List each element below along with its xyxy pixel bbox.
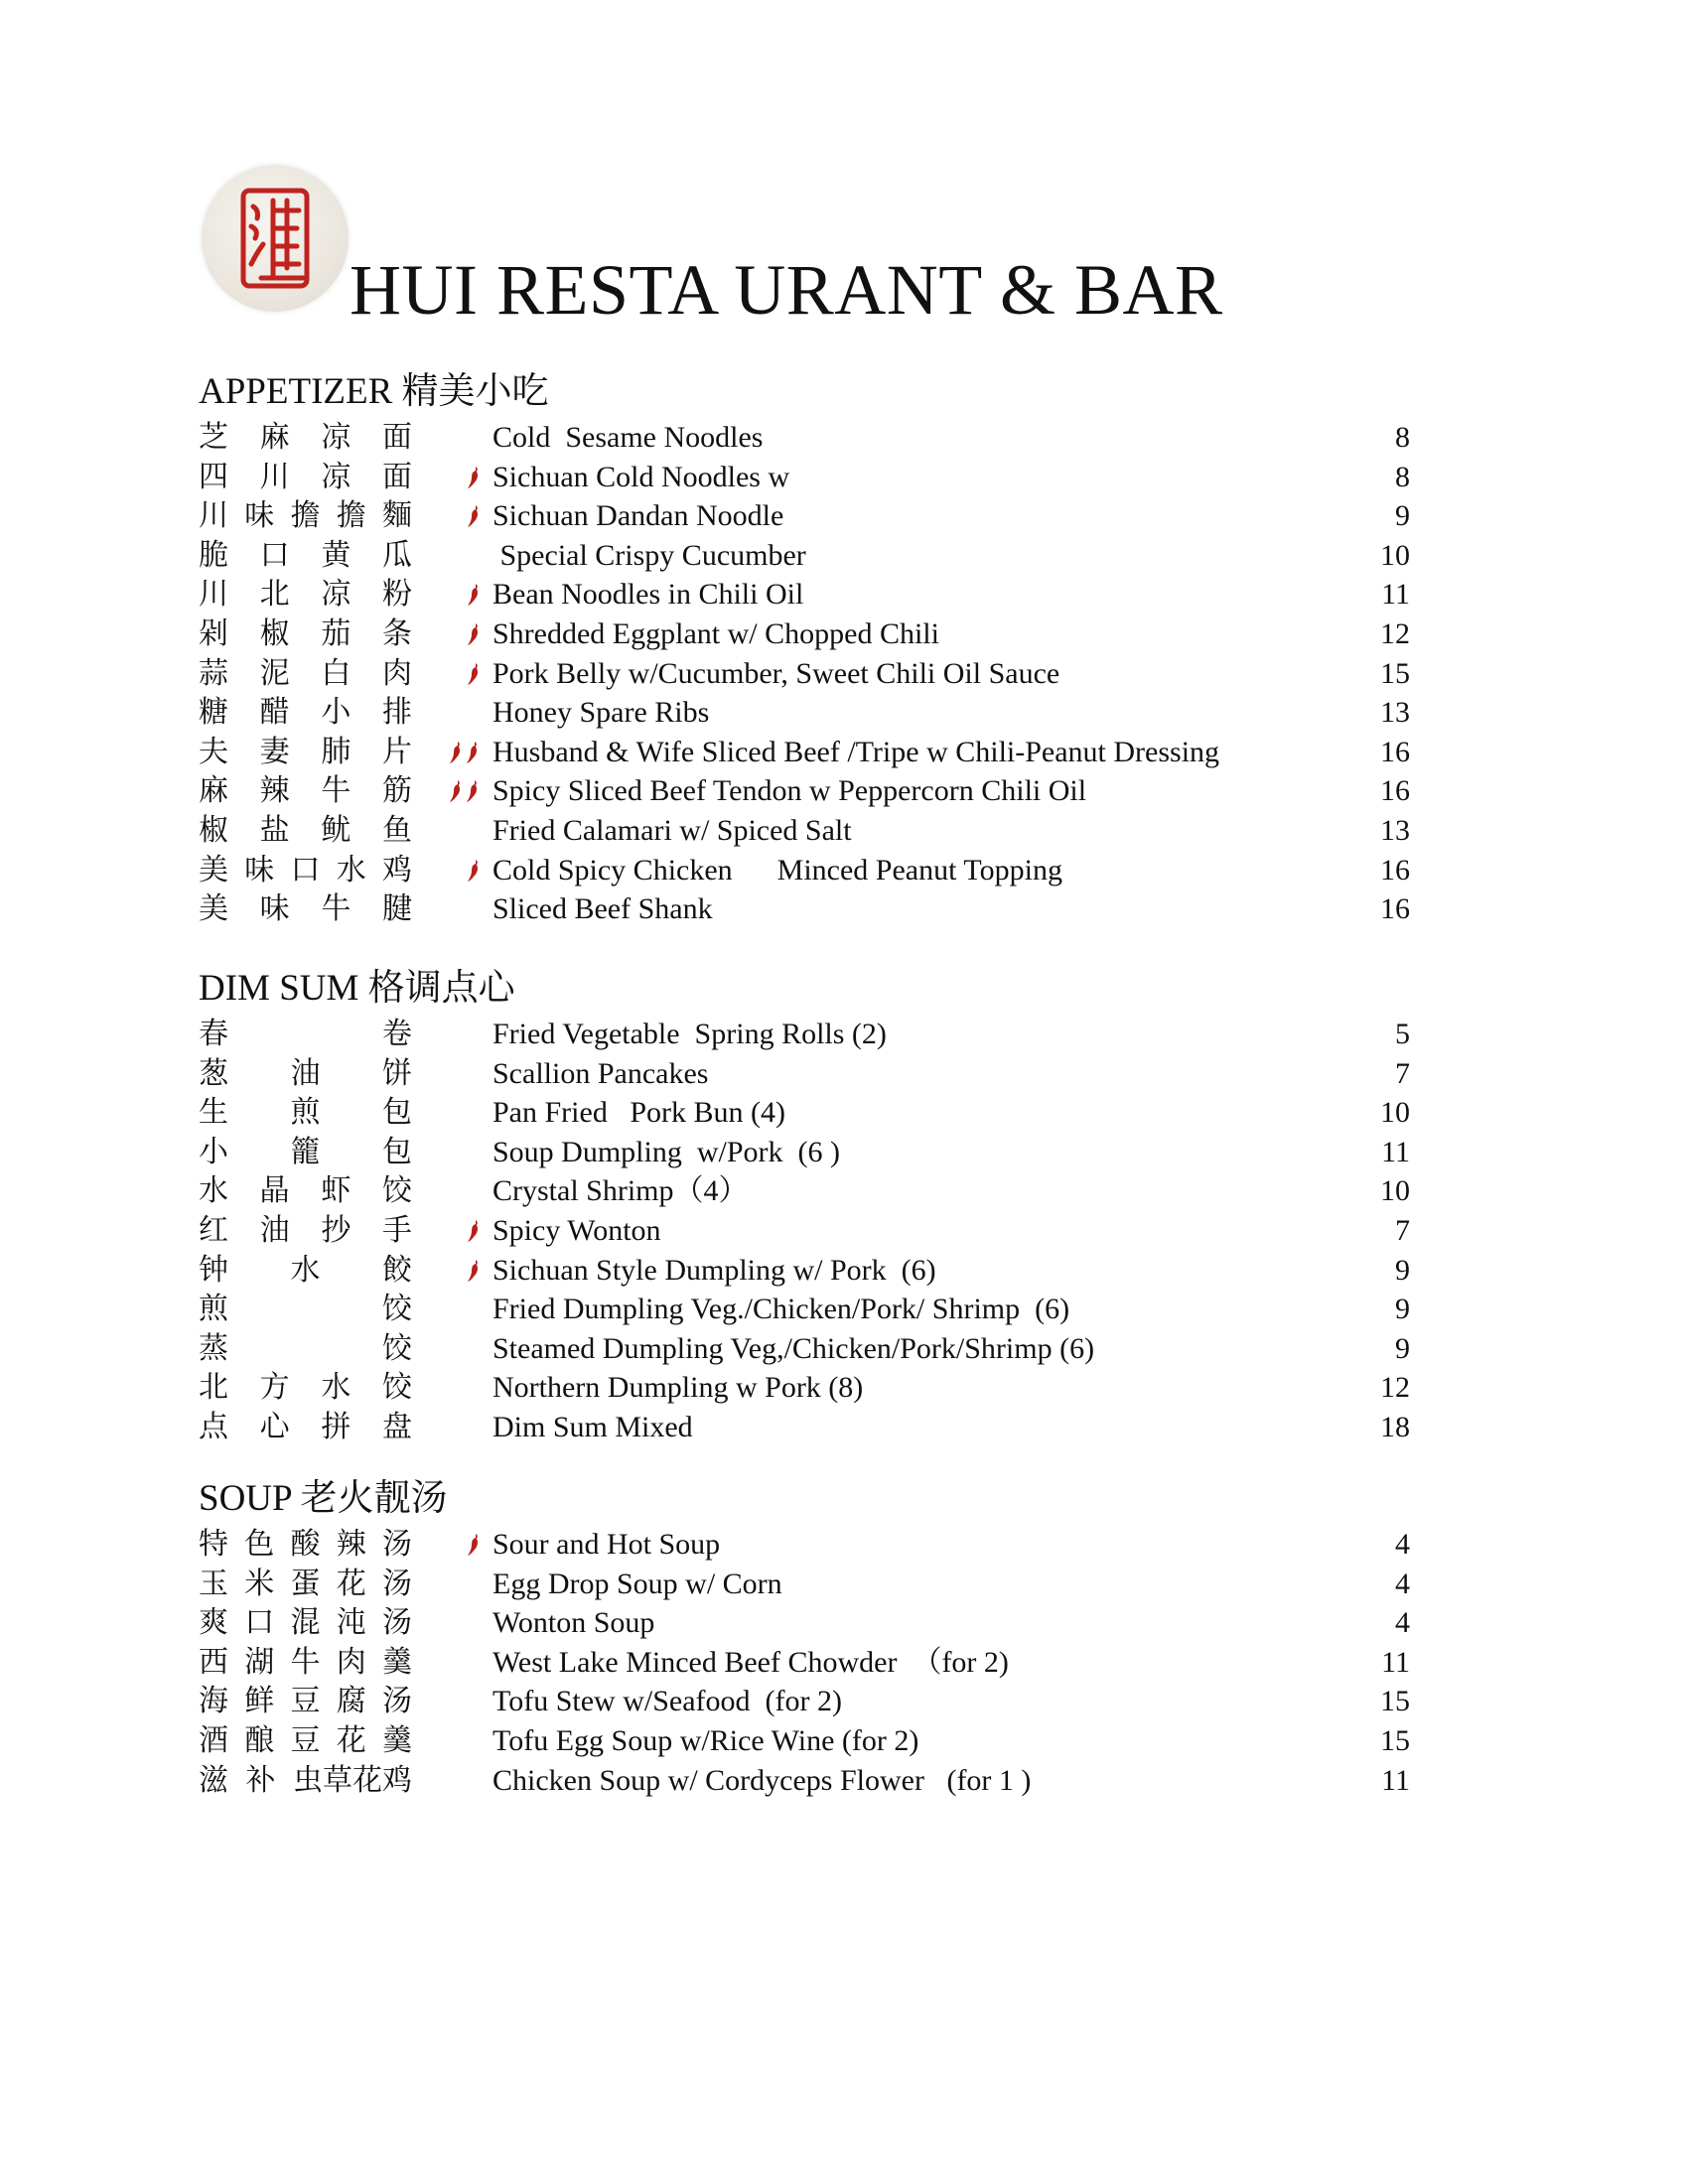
menu-list (199, 1015, 1410, 1447)
chinese-character: 粉 (381, 578, 412, 612)
chinese-character: 海 (199, 1685, 228, 1718)
chili-pepper-icon (467, 662, 480, 686)
chinese-character: 油 (290, 1056, 321, 1090)
menu-item (199, 1643, 1410, 1683)
chinese-character: 味 (244, 853, 275, 887)
menu-item (199, 851, 1410, 890)
chinese-character: 肉 (381, 656, 412, 690)
spicy-indicator (467, 1533, 480, 1557)
chili-pepper-icon (467, 622, 480, 646)
chinese-character: 擔 (290, 499, 321, 533)
chinese-character: 味 (244, 499, 275, 533)
chinese-character: 虫草花鸡 (293, 1763, 412, 1797)
item-price: 18 (1380, 1410, 1410, 1443)
menu-item (199, 1565, 1410, 1604)
item-price: 8 (1395, 460, 1410, 493)
item-chinese-name (199, 614, 412, 654)
menu-item (199, 1211, 1410, 1251)
item-english-name: Egg Drop Soup w/ Corn (492, 1567, 782, 1600)
chinese-character: 水 (199, 1174, 228, 1208)
chinese-character: 擔 (336, 499, 366, 533)
item-english-name: Tofu Egg Soup w/Rice Wine (for 2) (492, 1723, 919, 1757)
chili-pepper-icon (449, 779, 462, 803)
item-price: 9 (1395, 1253, 1410, 1287)
chinese-character: 盐 (259, 813, 290, 847)
menu-item (199, 1251, 1410, 1291)
chinese-character: 抄 (321, 1213, 352, 1247)
item-chinese-name (199, 1368, 412, 1408)
item-english-name: Fried Calamari w/ Spiced Salt (492, 813, 852, 847)
chinese-character: 醋 (259, 696, 290, 730)
item-english-name: Fried Vegetable Spring Rolls (2) (492, 1018, 887, 1050)
chinese-character: 牛 (321, 892, 352, 926)
chinese-character: 花 (336, 1567, 366, 1600)
chinese-character: 凉 (321, 460, 352, 493)
item-chinese-name (199, 1290, 412, 1329)
menu-item (199, 693, 1410, 733)
item-chinese-name (199, 536, 412, 576)
item-english-name: Cold Sesame Noodles (492, 421, 764, 454)
section-soup (199, 1475, 1410, 1800)
chinese-character: 水 (290, 1253, 321, 1287)
item-chinese-name (199, 733, 412, 772)
chinese-character: 瓜 (381, 538, 412, 572)
chinese-character: 爽 (199, 1606, 228, 1640)
chili-pepper-icon (467, 583, 480, 607)
menu-item (199, 1525, 1410, 1565)
menu-item (199, 733, 1410, 772)
item-price: 16 (1380, 892, 1410, 926)
chinese-character: 手 (381, 1213, 412, 1247)
chinese-character: 口 (259, 538, 290, 572)
chinese-character: 汤 (382, 1606, 412, 1640)
menu-item (199, 1290, 1410, 1329)
chinese-character: 肺 (321, 735, 352, 768)
menu-item (199, 1054, 1410, 1094)
chinese-character: 米 (244, 1567, 275, 1600)
spicy-indicator (467, 1259, 480, 1283)
chinese-character: 拼 (321, 1410, 352, 1443)
chinese-character: 葱 (199, 1056, 228, 1090)
chinese-character: 羹 (382, 1645, 412, 1679)
menu-item (199, 654, 1410, 694)
chinese-character: 筋 (381, 774, 412, 808)
chinese-character: 包 (382, 1096, 412, 1130)
section-appetizer (199, 368, 1410, 929)
chili-pepper-icon (467, 859, 480, 883)
chinese-character: 钟 (199, 1253, 228, 1287)
chinese-character: 玉 (199, 1567, 228, 1600)
menu-item (199, 614, 1410, 654)
chinese-character: 茄 (321, 616, 352, 650)
menu-item (199, 575, 1410, 614)
item-price: 11 (1381, 1135, 1410, 1168)
red-seal-icon (239, 187, 311, 290)
item-chinese-name (199, 1329, 412, 1369)
item-price: 13 (1380, 813, 1410, 847)
item-english-name: Wonton Soup (492, 1606, 655, 1640)
chinese-character: 籠 (290, 1135, 321, 1168)
item-chinese-name (199, 889, 412, 929)
chinese-character: 泥 (259, 656, 290, 690)
chinese-character: 椒 (199, 813, 228, 847)
chinese-character: 补 (245, 1763, 276, 1797)
chinese-character: 生 (199, 1096, 228, 1130)
menu-item (199, 496, 1410, 536)
chinese-character: 包 (382, 1135, 412, 1168)
chinese-character: 花 (336, 1723, 366, 1757)
chinese-character: 汤 (382, 1685, 412, 1718)
menu-item (199, 458, 1410, 497)
chinese-character: 汤 (382, 1567, 412, 1600)
item-price: 16 (1380, 735, 1410, 768)
item-price: 10 (1380, 1096, 1410, 1130)
item-price: 7 (1395, 1213, 1410, 1247)
item-english-name: Sliced Beef Shank (492, 892, 713, 926)
spicy-indicator (467, 1219, 480, 1243)
chinese-character: 口 (244, 1606, 275, 1640)
item-english-name: Fried Dumpling Veg./Chicken/Pork/ Shrimp (6) (492, 1293, 1070, 1326)
chinese-character: 特 (199, 1528, 228, 1561)
menu-item (199, 1761, 1410, 1801)
spicy-indicator (467, 662, 480, 686)
chinese-character: 腐 (336, 1685, 366, 1718)
section-heading: SOUP 老火靓汤 (199, 1478, 448, 1519)
menu-list (199, 418, 1410, 929)
chinese-character: 油 (259, 1213, 290, 1247)
item-chinese-name (199, 1251, 412, 1291)
chinese-character: 蒸 (199, 1331, 228, 1365)
item-chinese-name (199, 1093, 412, 1133)
spicy-indicator (467, 859, 480, 883)
item-chinese-name (199, 811, 412, 851)
chinese-character: 小 (321, 696, 352, 730)
item-english-name: Sour and Hot Soup (492, 1528, 721, 1561)
chinese-character: 脆 (199, 538, 228, 572)
chinese-character: 口 (290, 853, 321, 887)
chinese-character: 芝 (199, 421, 228, 454)
chinese-character: 凉 (321, 421, 352, 454)
chili-pepper-icon (467, 1533, 480, 1557)
item-english-name: Scallion Pancakes (492, 1056, 709, 1090)
chinese-character: 牛 (290, 1645, 321, 1679)
chinese-character: 面 (381, 460, 412, 493)
restaurant-logo (202, 165, 349, 312)
item-chinese-name (199, 575, 412, 614)
chinese-character: 四 (199, 460, 228, 493)
menu-item (199, 1329, 1410, 1369)
menu-item (199, 418, 1410, 458)
item-chinese-name (199, 496, 412, 536)
menu-item (199, 811, 1410, 851)
chinese-character: 蛋 (290, 1567, 321, 1600)
item-price: 8 (1395, 421, 1410, 454)
item-english-name: Northern Dumpling w Pork (8) (492, 1371, 864, 1405)
chinese-character: 酿 (244, 1723, 275, 1757)
item-english-name: Chicken Soup w/ Cordyceps Flower (for 1 ) (492, 1763, 1032, 1797)
chinese-character: 牛 (321, 774, 352, 808)
item-price: 10 (1380, 538, 1410, 572)
item-chinese-name (199, 1133, 412, 1172)
chinese-character: 川 (259, 460, 290, 493)
item-price: 12 (1380, 1371, 1410, 1405)
spicy-indicator (467, 504, 480, 528)
item-chinese-name (199, 1525, 412, 1565)
item-english-name: Shredded Eggplant w/ Chopped Chili (492, 616, 939, 650)
item-price: 5 (1395, 1018, 1410, 1050)
menu-item (199, 1015, 1410, 1054)
item-price: 13 (1380, 696, 1410, 730)
chinese-character: 鱼 (381, 813, 412, 847)
chinese-character: 西 (199, 1645, 228, 1679)
menu-item (199, 1408, 1410, 1447)
chinese-character: 卷 (382, 1018, 412, 1050)
chinese-character: 川 (199, 499, 228, 533)
section-heading: DIM SUM 格调点心 (199, 968, 515, 1009)
item-chinese-name (199, 654, 412, 694)
chili-pepper-icon (466, 779, 479, 803)
item-chinese-name (199, 1643, 412, 1683)
item-english-name: Sichuan Cold Noodles w (492, 460, 790, 493)
chinese-character: 辣 (259, 774, 290, 808)
item-chinese-name (199, 1565, 412, 1604)
spicy-indicator (467, 622, 480, 646)
section-heading: APPETIZER 精美小吃 (199, 371, 549, 412)
item-english-name: Crystal Shrimp（4） (492, 1174, 749, 1208)
item-price: 4 (1395, 1606, 1410, 1640)
section-dim-sum (199, 965, 1410, 1447)
item-chinese-name (199, 1603, 412, 1643)
item-price: 9 (1395, 499, 1410, 533)
menu-item (199, 1603, 1410, 1643)
chinese-character: 煎 (199, 1293, 228, 1326)
chinese-character: 凉 (321, 578, 352, 612)
chinese-character: 白 (321, 656, 352, 690)
chili-pepper-icon (467, 1219, 480, 1243)
item-price: 9 (1395, 1331, 1410, 1365)
chinese-character: 饼 (382, 1056, 412, 1090)
menu-item (199, 1133, 1410, 1172)
item-price: 4 (1395, 1528, 1410, 1561)
chinese-character: 麵 (382, 499, 412, 533)
chinese-character: 水 (321, 1371, 352, 1405)
chinese-character: 点 (199, 1410, 228, 1443)
menu-item (199, 1171, 1410, 1211)
chinese-character: 饺 (381, 1174, 412, 1208)
item-english-name: Spicy Wonton (492, 1213, 661, 1247)
item-price: 16 (1380, 774, 1410, 808)
item-english-name: Sichuan Dandan Noodle (492, 499, 784, 533)
chinese-character: 羹 (382, 1723, 412, 1757)
item-english-name: Soup Dumpling w/Pork (6 ) (492, 1135, 841, 1168)
chinese-character: 条 (381, 616, 412, 650)
menu-item (199, 889, 1410, 929)
menu-item (199, 1368, 1410, 1408)
chinese-character: 鸡 (382, 853, 412, 887)
chinese-character: 麻 (199, 774, 228, 808)
item-price: 9 (1395, 1293, 1410, 1326)
chinese-character: 滋 (199, 1763, 228, 1797)
chinese-character: 水 (336, 853, 366, 887)
item-chinese-name (199, 418, 412, 458)
chinese-character: 味 (259, 892, 290, 926)
chinese-character: 麻 (259, 421, 290, 454)
item-price: 11 (1381, 1645, 1410, 1679)
chili-pepper-icon (467, 466, 480, 489)
chinese-character: 盘 (381, 1410, 412, 1443)
chinese-character: 鱿 (321, 813, 352, 847)
item-chinese-name (199, 1761, 412, 1801)
item-english-name: Tofu Stew w/Seafood (for 2) (492, 1685, 842, 1718)
chinese-character: 美 (199, 892, 228, 926)
chinese-character: 酸 (290, 1528, 321, 1561)
item-english-name: Husband & Wife Sliced Beef /Tripe w Chili-Peanut Dressing (492, 735, 1220, 768)
spicy-indicator (449, 741, 479, 764)
item-price: 16 (1380, 853, 1410, 887)
item-english-name: West Lake Minced Beef Chowder （for 2) (492, 1645, 1009, 1679)
chinese-character: 蒜 (199, 656, 228, 690)
chinese-character: 夫 (199, 735, 228, 768)
chili-pepper-icon (466, 741, 479, 764)
chinese-character: 美 (199, 853, 228, 887)
chinese-character: 剁 (199, 616, 228, 650)
item-english-name: Steamed Dumpling Veg,/Chicken/Pork/Shrimp (6) (492, 1331, 1095, 1365)
menu-item (199, 1093, 1410, 1133)
chinese-character: 肉 (336, 1645, 366, 1679)
item-english-name: Pan Fried Pork Bun (4) (492, 1096, 785, 1130)
chinese-character: 豆 (290, 1723, 321, 1757)
menu-list (199, 1525, 1410, 1800)
item-chinese-name (199, 851, 412, 890)
menu-item (199, 1682, 1410, 1721)
item-chinese-name (199, 1054, 412, 1094)
item-price: 7 (1395, 1056, 1410, 1090)
chili-pepper-icon (467, 1259, 480, 1283)
chinese-character: 川 (199, 578, 228, 612)
chinese-character: 煎 (290, 1096, 321, 1130)
spicy-indicator (449, 779, 479, 803)
restaurant-title: HUI RESTA URANT & BAR (350, 250, 1223, 330)
chinese-character: 餃 (382, 1253, 412, 1287)
item-english-name: Dim Sum Mixed (492, 1410, 693, 1443)
chinese-character: 饺 (381, 1371, 412, 1405)
item-chinese-name (199, 1015, 412, 1054)
chinese-character: 饺 (382, 1293, 412, 1326)
item-chinese-name (199, 1211, 412, 1251)
item-chinese-name (199, 1721, 412, 1761)
chili-pepper-icon (467, 504, 480, 528)
chinese-character: 红 (199, 1213, 228, 1247)
chili-pepper-icon (449, 741, 462, 764)
chinese-character: 湖 (244, 1645, 275, 1679)
chinese-character: 小 (199, 1135, 228, 1168)
chinese-character: 饺 (382, 1331, 412, 1365)
chinese-character: 腱 (381, 892, 412, 926)
chinese-character: 色 (244, 1528, 275, 1561)
chinese-character: 豆 (290, 1685, 321, 1718)
item-chinese-name (199, 458, 412, 497)
item-english-name: Honey Spare Ribs (492, 696, 710, 730)
item-price: 10 (1380, 1174, 1410, 1208)
item-price: 12 (1380, 616, 1410, 650)
chinese-character: 心 (259, 1410, 290, 1443)
item-chinese-name (199, 1171, 412, 1211)
chinese-character: 汤 (382, 1528, 412, 1561)
item-price: 4 (1395, 1567, 1410, 1600)
chinese-character: 黄 (321, 538, 352, 572)
chinese-character: 酒 (199, 1723, 228, 1757)
chinese-character: 混 (290, 1606, 321, 1640)
item-price: 15 (1380, 656, 1410, 690)
menu-item (199, 771, 1410, 811)
spicy-indicator (467, 583, 480, 607)
chinese-character: 春 (199, 1018, 228, 1050)
menu-item (199, 1721, 1410, 1761)
chinese-character: 虾 (321, 1174, 352, 1208)
chinese-character: 北 (199, 1371, 228, 1405)
item-price: 15 (1380, 1685, 1410, 1718)
chinese-character: 辣 (336, 1528, 366, 1561)
chinese-character: 糖 (199, 696, 228, 730)
chinese-character: 排 (381, 696, 412, 730)
item-price: 11 (1381, 578, 1410, 612)
chinese-character: 鲜 (244, 1685, 275, 1718)
item-english-name: Pork Belly w/Cucumber, Sweet Chili Oil Sauce (492, 656, 1060, 690)
item-english-name: Cold Spicy Chicken Minced Peanut Topping (492, 853, 1062, 887)
chinese-character: 北 (259, 578, 290, 612)
item-english-name: Spicy Sliced Beef Tendon w Peppercorn Chili Oil (492, 774, 1087, 808)
item-chinese-name (199, 1408, 412, 1447)
item-english-name: Bean Noodles in Chili Oil (492, 578, 804, 612)
chinese-character: 椒 (259, 616, 290, 650)
item-chinese-name (199, 771, 412, 811)
chinese-character: 晶 (259, 1174, 290, 1208)
item-english-name: Special Crispy Cucumber (492, 538, 806, 572)
chinese-character: 片 (381, 735, 412, 768)
spicy-indicator (467, 466, 480, 489)
item-chinese-name (199, 1682, 412, 1721)
chinese-character: 面 (381, 421, 412, 454)
item-chinese-name (199, 693, 412, 733)
item-english-name: Sichuan Style Dumpling w/ Pork (6) (492, 1253, 936, 1287)
chinese-character: 沌 (336, 1606, 366, 1640)
item-price: 15 (1380, 1723, 1410, 1757)
chinese-character: 妻 (259, 735, 290, 768)
menu-item (199, 536, 1410, 576)
item-price: 11 (1381, 1763, 1410, 1797)
chinese-character: 方 (259, 1371, 290, 1405)
